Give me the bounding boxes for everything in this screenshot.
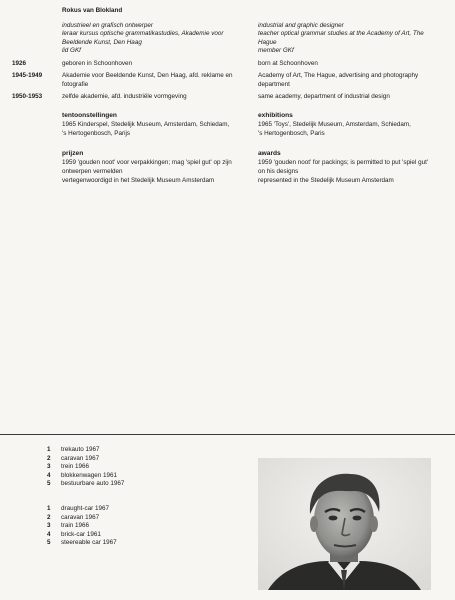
caption-item bbox=[47, 480, 124, 489]
bio-nl-line: Akademie voor Beeldende Kunst, Den Haag, afd. reklame en bbox=[62, 72, 233, 79]
caption-item bbox=[47, 472, 124, 481]
bio-nl-line: geboren in Schoonhoven bbox=[62, 60, 133, 67]
exhibitions-nl-line: 1965 Kinderspel, Stedelijk Museum, Amsterdam, Schiedam, bbox=[62, 121, 230, 128]
caption-item bbox=[47, 531, 117, 540]
caption-number: 1 bbox=[47, 505, 51, 512]
section-divider bbox=[0, 434, 455, 435]
awards-line: represented in the Stedelijk Museum Amsterdam bbox=[258, 177, 394, 184]
exhibitions-en-line: 's Hertogenbosch, Paris bbox=[258, 130, 325, 137]
intro-nl-line: Beeldende Kunst, Den Haag bbox=[62, 39, 142, 46]
exhibitions-heading-en: exhibitions bbox=[258, 112, 293, 119]
caption-number: 2 bbox=[47, 454, 51, 462]
bio-nl-line: zelfde akademie, afd. industriële vormgeving bbox=[62, 93, 187, 100]
caption-number: 1 bbox=[47, 446, 51, 453]
caption-text: trein 1966 bbox=[61, 463, 90, 471]
portrait-icon bbox=[258, 458, 431, 590]
bio-nl-line: fotografie bbox=[62, 81, 89, 88]
caption-text: trekauto 1967 bbox=[61, 446, 100, 453]
caption-list-nl bbox=[47, 446, 124, 489]
caption-item bbox=[47, 505, 117, 514]
bio-year: 1926 bbox=[12, 60, 27, 67]
exhibitions-nl-line: 's Hertogenbosch, Parijs bbox=[62, 130, 131, 137]
caption-list-en bbox=[47, 505, 117, 548]
caption-item bbox=[47, 514, 117, 523]
bio-en-line: born at Schoonhoven bbox=[258, 60, 318, 67]
bio-en-line: Academy of Art, The Hague, advertising and photography bbox=[258, 72, 419, 79]
portrait-photo bbox=[258, 458, 431, 590]
awards-heading: awards bbox=[258, 150, 281, 157]
caption-text: bestuurbare auto 1967 bbox=[61, 480, 125, 488]
caption-text: steereable car 1967 bbox=[61, 539, 117, 547]
caption-item bbox=[47, 455, 124, 464]
caption-number: 2 bbox=[47, 513, 51, 521]
exhibitions-en-line: 1965 'Toys', Stedelijk Museum, Amsterdam, Schiedam, bbox=[258, 121, 411, 128]
caption-number: 3 bbox=[47, 463, 51, 471]
caption-item bbox=[47, 463, 124, 472]
caption-number: 4 bbox=[47, 471, 51, 479]
awards-line: on his designs bbox=[258, 168, 299, 175]
prizes-line: ontwerpen vermelden bbox=[62, 168, 123, 175]
caption-text: draught-car 1967 bbox=[61, 505, 109, 512]
intro-en-line: teacher optical grammar studies at the Academy of Art, The bbox=[258, 30, 424, 37]
page-title: Rokus van Blokland bbox=[62, 7, 123, 14]
intro-nl-line: industrieel en grafisch ontwerper bbox=[62, 22, 154, 29]
intro-nl-line: leraar kursus optische grammatikastudies, Akademie voor bbox=[62, 30, 224, 37]
intro-en-line: Hague bbox=[258, 39, 277, 46]
caption-number: 5 bbox=[47, 480, 51, 488]
caption-item bbox=[47, 522, 117, 531]
caption-text: train 1966 bbox=[61, 522, 90, 530]
bio-en-line: same academy, department of industrial design bbox=[258, 93, 390, 100]
caption-text: caravan 1967 bbox=[61, 513, 100, 521]
caption-item bbox=[47, 446, 124, 455]
exhibitions-heading-nl: tentoonstellingen bbox=[62, 112, 117, 119]
prizes-line: 1959 'gouden noot' voor verpakkingen; mag 'spiel gut' op zijn bbox=[62, 159, 232, 166]
caption-number: 3 bbox=[47, 522, 51, 530]
bio-en-line: department bbox=[258, 81, 290, 88]
caption-text: caravan 1967 bbox=[61, 454, 100, 462]
awards-line: 1959 'gouden noot' for packings; is permitted to put 'spiel gut' bbox=[258, 159, 429, 166]
intro-en-line: member GKf bbox=[258, 47, 294, 54]
bio-year: 1945-1949 bbox=[12, 72, 43, 79]
caption-item bbox=[47, 539, 117, 548]
intro-en-line: industrial and graphic designer bbox=[258, 22, 344, 29]
prizes-heading: prijzen bbox=[62, 150, 84, 157]
caption-text: brick-car 1961 bbox=[61, 530, 101, 538]
bio-year: 1950-1953 bbox=[12, 93, 43, 100]
prizes-line: vertegenwoordigd in het Stedelijk Museum Amsterdam bbox=[62, 177, 215, 184]
caption-number: 5 bbox=[47, 539, 51, 547]
caption-text: blokkenwagen 1961 bbox=[61, 471, 118, 479]
caption-number: 4 bbox=[47, 530, 51, 538]
intro-nl-line: lid GKf bbox=[62, 47, 81, 54]
